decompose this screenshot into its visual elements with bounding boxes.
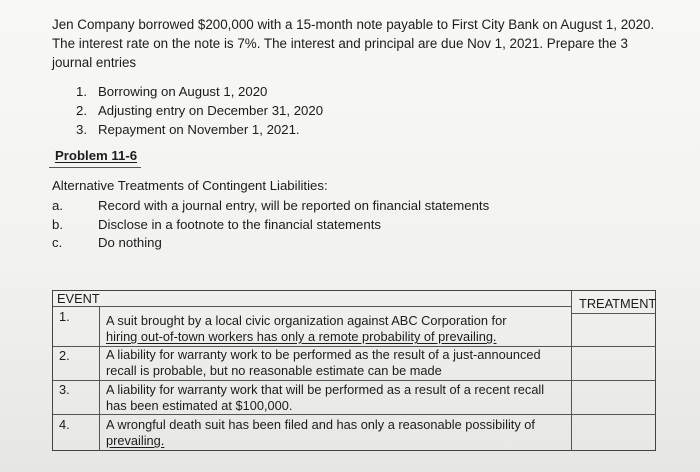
- table-divider: [99, 306, 100, 451]
- title-divider: [49, 167, 141, 168]
- alternative-letter: b.: [52, 216, 63, 232]
- intro-line: Jen Company borrowed $200,000 with a 15-month note payable to First City Bank on August 1, 2020.: [52, 17, 655, 32]
- step-text: Borrowing on August 1, 2020: [98, 84, 268, 99]
- event-line: A liability for warranty work that will be performed as a result of a recent recall: [106, 382, 545, 397]
- step-number: 3.: [76, 122, 87, 137]
- step-text: Adjusting entry on December 31, 2020: [98, 103, 324, 118]
- table-divider: [53, 380, 656, 381]
- alternative-item: [52, 197, 489, 216]
- event-number: 1.: [59, 309, 70, 324]
- step-item: [76, 120, 323, 139]
- event-description: [106, 347, 541, 379]
- journal-entry-steps: [76, 82, 323, 139]
- intro-line: The interest rate on the note is 7%. The interest and principal are due Nov 1, 2021. Prepare the 3: [52, 36, 628, 51]
- table-divider: [53, 306, 572, 307]
- event-number: 2.: [59, 348, 70, 363]
- event-number: 3.: [59, 382, 70, 397]
- event-line: has been estimated at $100,000.: [106, 398, 293, 413]
- problem-intro: [52, 15, 662, 72]
- alternative-letter: c.: [52, 235, 63, 250]
- table-divider: [571, 291, 572, 451]
- alternative-letter: a.: [52, 198, 63, 213]
- step-item: [76, 101, 323, 120]
- table-divider: [53, 414, 656, 415]
- table-divider: [571, 313, 656, 314]
- event-line: A suit brought by a local civic organization against ABC Corporation for: [106, 313, 507, 328]
- event-line: hiring out-of-town workers has only a remote probability of prevailing.: [106, 329, 497, 344]
- alternative-text: Do nothing: [98, 235, 162, 250]
- event-line: A liability for warranty work to be performed as the result of a just-announced: [106, 347, 541, 362]
- step-text: Repayment on November 1, 2021.: [98, 122, 300, 137]
- intro-line: journal entries: [52, 55, 137, 70]
- alternative-text: Disclose in a footnote to the financial statements: [98, 216, 381, 232]
- event-description: [106, 382, 544, 414]
- problem-title: Problem 11-6: [55, 148, 138, 163]
- step-number: 2.: [76, 103, 87, 118]
- step-number: 1.: [76, 84, 87, 99]
- event-number: 4.: [59, 417, 70, 432]
- events-table: [52, 290, 656, 451]
- treatment-header: TREATMENT: [579, 296, 657, 311]
- event-description: [106, 313, 506, 345]
- event-header: EVENT: [57, 291, 100, 306]
- event-description: [106, 417, 535, 449]
- alternative-text: Record with a journal entry, will be reported on financial statements: [98, 198, 490, 213]
- alternatives-list: [52, 197, 489, 253]
- alternative-item: [52, 234, 489, 253]
- alternative-item: [52, 216, 489, 235]
- event-line: recall is probable, but no reasonable estimate can be made: [106, 363, 442, 378]
- step-item: [76, 82, 323, 101]
- event-line: A wrongful death suit has been filed and has only a reasonable possibility of: [106, 417, 535, 432]
- alternatives-heading: Alternative Treatments of Contingent Liabilities:: [52, 178, 328, 193]
- event-line: prevailing.: [106, 433, 165, 448]
